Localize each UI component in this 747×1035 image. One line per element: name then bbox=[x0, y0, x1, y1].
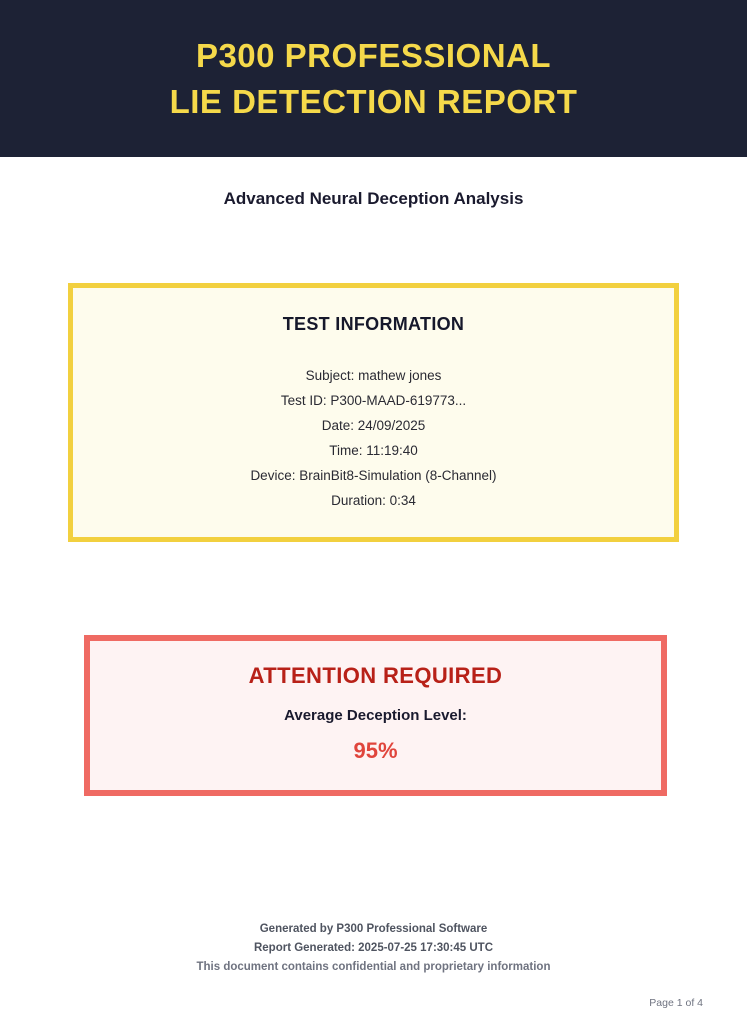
report-title-line-2: LIE DETECTION REPORT bbox=[169, 82, 578, 120]
footer-report-generated: Report Generated: 2025-07-25 17:30:45 UTC bbox=[253, 942, 494, 954]
average-deception-value: 95% bbox=[353, 738, 398, 763]
footer-confidential-notice: This document contains confidential and proprietary information bbox=[196, 961, 551, 973]
test-info-subject: Subject: mathew jones bbox=[305, 368, 442, 383]
report-title-line-1: P300 PROFESSIONAL bbox=[195, 36, 552, 74]
footer-generated-by: Generated by P300 Professional Software bbox=[259, 923, 488, 935]
report-header-banner bbox=[0, 0, 747, 157]
attention-required-box bbox=[84, 635, 667, 796]
test-info-duration: Duration: 0:34 bbox=[331, 493, 416, 508]
test-information-box bbox=[68, 283, 679, 542]
test-info-test-id: Test ID: P300-MAAD-619773... bbox=[280, 393, 467, 408]
test-info-date: Date: 24/09/2025 bbox=[321, 418, 426, 433]
test-information-title: TEST INFORMATION bbox=[282, 314, 465, 334]
page-number: Page 1 of 4 bbox=[649, 997, 703, 1009]
test-info-device: Device: BrainBit8-Simulation (8-Channel) bbox=[250, 468, 497, 483]
test-info-time: Time: 11:19:40 bbox=[329, 443, 418, 458]
report-footer bbox=[0, 920, 747, 977]
report-subtitle: Advanced Neural Deception Analysis bbox=[223, 189, 524, 208]
average-deception-label: Average Deception Level: bbox=[284, 707, 467, 724]
alert-title: ATTENTION REQUIRED bbox=[248, 663, 503, 688]
